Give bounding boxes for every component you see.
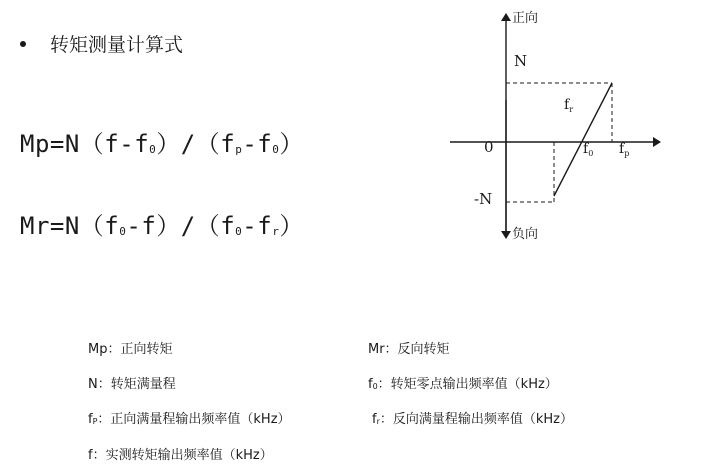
positive-direction-label: 正向	[512, 11, 539, 26]
legend-f0-sub: 0	[372, 382, 378, 391]
legend-f: f：实测转矩输出频率值（kHz）	[88, 448, 273, 463]
formula-mp-part3: -f	[242, 130, 273, 158]
formula-mp-part1: （f-f	[79, 130, 150, 158]
legend-fr-rest: ：反向满量程输出频率值（kHz）	[379, 412, 574, 427]
legend-n: N：转矩满量程	[88, 377, 176, 392]
negative-direction-label: 负向	[512, 227, 539, 242]
formula-mp-part4: ）	[279, 130, 304, 158]
fp-label-main: f	[619, 141, 625, 157]
fr-label-main: f	[564, 97, 570, 113]
fp-label-sub: p	[624, 149, 630, 158]
formula-mp-sub3: 0	[272, 143, 280, 156]
legend-fr-main: f	[372, 412, 377, 427]
legend-fp	[88, 408, 291, 427]
n-label: N	[514, 52, 528, 70]
fr-label-sub: r	[569, 105, 574, 114]
torque-frequency-diagram	[440, 0, 702, 250]
legend-f0-main: f	[368, 377, 373, 392]
section-heading	[20, 30, 183, 57]
formula-mr-sub2: 0	[235, 225, 243, 238]
f0-label-sub: 0	[588, 149, 594, 158]
formula-mr-part3: -f	[242, 212, 273, 240]
legend-fp-rest: ：正向满量程输出频率值（kHz）	[97, 412, 291, 427]
fr-label	[564, 97, 573, 114]
formula-mp-part2: ）/（f	[156, 130, 236, 158]
formula-mr-lhs: Mr=N	[20, 212, 80, 240]
legend-fp-sub: P	[92, 417, 98, 426]
formula-mr-sub3: r	[272, 225, 280, 238]
bullet-icon	[20, 41, 26, 47]
legend-f0-rest: ：转矩零点输出频率值（kHz）	[377, 377, 558, 392]
formula-mr-part1: （f	[79, 212, 120, 240]
section-heading-text: 转矩测量计算式	[50, 34, 184, 56]
torque-characteristic-line	[554, 83, 612, 196]
formula-mp-lhs: Mp=N	[20, 130, 80, 158]
fp-label	[619, 141, 629, 158]
legend-fr-sub: r	[376, 417, 380, 426]
formula-mr-part2: -f）/（f	[126, 212, 236, 240]
f0-label	[583, 141, 593, 158]
origin-label: 0	[484, 138, 494, 156]
legend-fp-main: f	[88, 412, 93, 427]
formula-mp-sub1: 0	[149, 143, 157, 156]
f0-label-main: f	[583, 141, 589, 157]
legend-f0	[368, 373, 558, 392]
legend-mp: Mp：正向转矩	[88, 342, 173, 357]
neg-n-label: -N	[474, 190, 493, 208]
formula-mp-sub2: p	[235, 143, 243, 156]
formula-mr-part4: ）	[279, 212, 304, 240]
formula-mp	[20, 124, 304, 159]
legend-mr: Mr：反向转矩	[368, 342, 450, 357]
formula-mr	[20, 206, 304, 241]
formula-mr-sub1: 0	[119, 225, 127, 238]
legend-fr	[372, 408, 573, 427]
